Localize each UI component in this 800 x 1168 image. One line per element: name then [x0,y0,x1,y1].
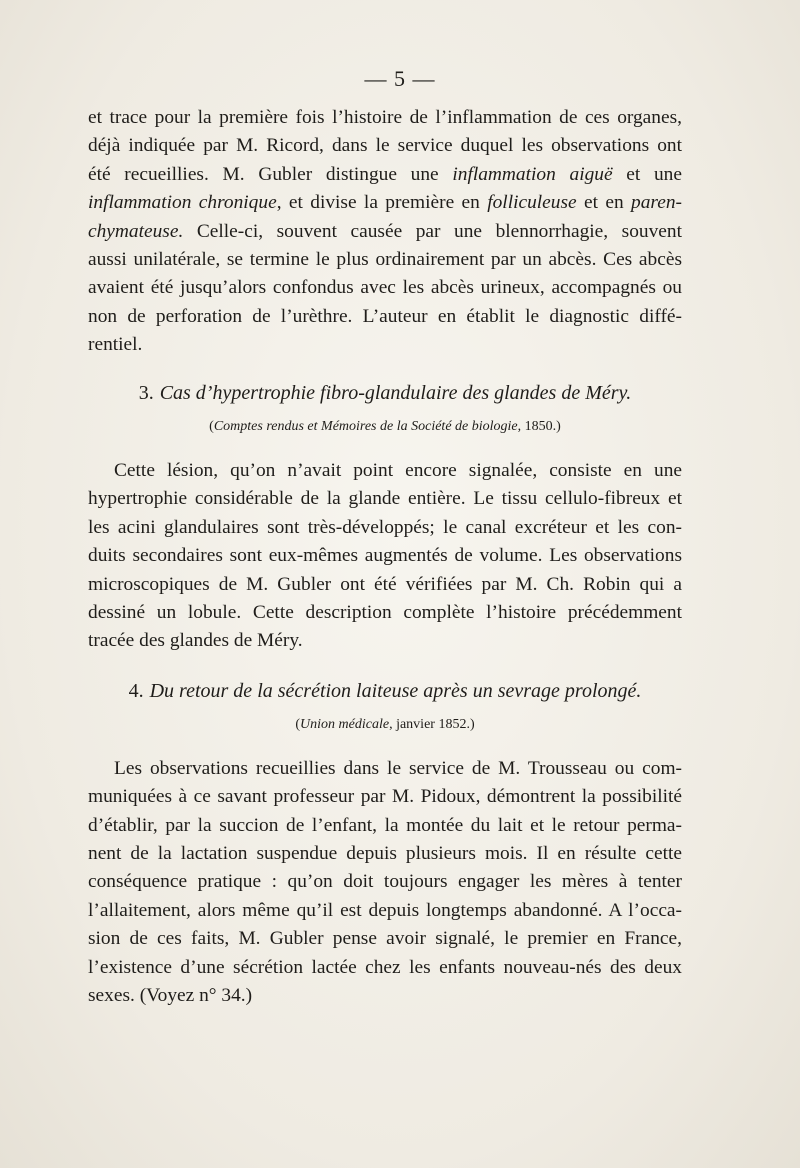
text-line: chymateuse. Celle-ci, souvent causée par une blennorrhagie, souvent [88,220,682,242]
text-line: non de perforation de l’urèthre. L’auteur en établit le diagnostic diffé- [88,305,682,327]
text-column [88,104,682,1011]
text-line: muniquées à ce savant professeur par M. Pidoux, démontrent la possibilité [88,786,682,808]
text-line: l’existence d’une sécrétion lactée chez les enfants nouveau-nés des deux [88,956,682,978]
section-paragraph [88,755,682,1011]
text-line: dessiné un lobule. Cette description complète l’histoire précédemment [88,602,682,624]
text-line: Cette lésion, qu’on n’avait point encore signalée, consiste en une [114,460,682,481]
text-line: les acini glandulaires sont très-développés; le canal excréteur et les con- [88,516,682,538]
text-line: d’établir, par la succion de l’enfant, la montée du lait et le retour perma- [88,814,682,836]
section-paragraph [88,457,682,656]
text-line: duits secondaires sont eux-mêmes augmentés de volume. Les observations [88,545,682,567]
text-line: sexes. (Voyez n° 34.) [88,985,253,1007]
text-line: hypertrophie considérable de la glande entière. Le tissu cellulo-fibreux et [88,488,682,510]
section-citation: (Union médicale, janvier 1852.) [295,716,475,732]
section-3 [88,382,682,656]
text-line: rentiel. [88,334,143,356]
text-line: sion de ces faits, M. Gubler pense avoir signalé, le premier en France, [88,928,682,950]
italic-term: inflammation chronique [88,192,277,214]
text-line: nent de la lactation suspendue depuis plusieurs mois. Il en résulte cette [88,843,682,865]
text-line: et trace pour la première fois l’histoire de l’inflammation de ces organes, [88,107,682,128]
text-line: microscopiques de M. Gubler ont été vérifiées par M. Ch. Robin qui a [88,573,682,595]
page-number: — 5 — [364,66,436,91]
text-line: inflammation chronique, et divise la première en folliculeuse et en paren- [88,192,682,214]
section-title: 3. Cas d’hypertrophie fibro-glandulaire des glandes de Méry. [138,382,632,404]
text-line: Les observations recueillies dans le service de M. Trousseau ou com- [114,757,682,779]
section-title: 4. Du retour de la sécrétion laiteuse après un sevrage prolongé. [128,679,642,702]
text-line: avaient été jusqu’alors confondus avec les abcès urineux, accompagnés ou [88,277,682,299]
section-4 [88,680,682,1011]
section-citation: (Comptes rendus et Mémoires de la Société de biologie, 1850.) [209,419,561,434]
italic-term: folliculeuse [487,192,577,214]
italic-term: inflammation aiguë [452,163,613,185]
text-line: déjà indiquée par M. Ricord, dans le service duquel les observations ont [88,135,682,157]
text-line: conséquence pratique : qu’on doit toujours engager les mères à tenter [88,871,682,893]
italic-term: paren- [631,192,682,214]
text-line: été recueillies. M. Gubler distingue une inflammation aiguë et une [88,163,682,185]
italic-term: chymateuse. [88,220,184,242]
text-line: tracée des glandes de Méry. [88,630,303,652]
text-line: l’allaitement, alors même qu’il est depuis longtemps abandonné. A l’occa- [88,899,682,921]
text-line: aussi unilatérale, se termine le plus ordinairement par un abcès. Ces abcès [88,249,682,271]
intro-paragraph [88,104,682,360]
